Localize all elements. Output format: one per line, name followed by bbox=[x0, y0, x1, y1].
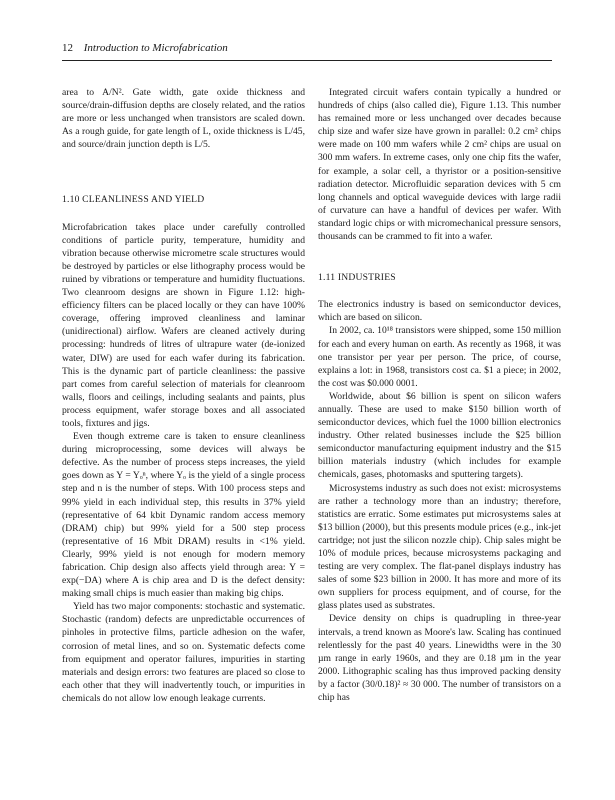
section-heading-1-10: 1.10 CLEANLINESS AND YIELD bbox=[62, 194, 205, 206]
paragraph-defects: Yield has two major components: stochastic and systematic. Stochastic (random) defects are unpredictable occurrences of pinholes in protective films, particle adhesion on the wafer, corrosion of metal lines, and so on. Systematic defects come from equipment and operator failures, impurities in starting materials and design errors: two features are placed so close to each other that they will inadvertently touch, or impurities in chemicals do not allow low enough leakage currents. bbox=[62, 601, 305, 704]
paragraph-continued: area to A/N². Gate width, gate oxide thickness and source/drain-diffusion depths are closely related, and the ratios are more or less unchanged when transistors are scaled down. As a rough guide, for gate length of L, oxide thickness is L/45, and source/drain junction depth is L/5. bbox=[62, 87, 305, 151]
paragraph-wafers-spend: Worldwide, about $6 billion is spent on silicon wafers annually. These are used to make $150 billion worth of semiconductor devices, which fuel the 1000 billion electronics industry. Other related businesses include the $25 billion semiconductor manufacturing equipment industry and the $15 billion materials industry (which includes for example chemicals, gases, photomasks and sputtering targets). bbox=[318, 390, 561, 481]
paragraph-cleanroom: Microfabrication takes place under carefully controlled conditions of particle purity, temperature, humidity and vibration because otherwise micrometre scale structures would be destroyed by particles or else lithography process would be ruined by vibrations or temperature and humidity fluctuations. Two cleanroom designs are shown in Figure 1.12: high-efficiency filters can be placed locally or they can have 100% coverage, offering improved cleanliness and laminar (unidirectional) airflow. Wafers are cleaned actively during processing: hundreds of litres of ultrapure water (de-ionized water, DIW) are used for each wafer during its fabrication. This is the dynamic part of particle cleanliness: the passive part comes from careful selection of materials for cleanroom walls, floors and ceilings, including sealants and paints, plus process equipment, wafer storage boxes and all associated tools, fixtures and jigs. bbox=[62, 221, 305, 429]
paragraph-transistors: In 2002, ca. 10¹⁸ transistors were shipped, some 150 million for each and every human on earth. As recently as 1968, it was one transistor per year per person. The price, of course, explains a lot: in 1968, transistors cost ca. $1 a piece; in 2002, the cost was $0.000 0001. bbox=[318, 325, 561, 389]
paragraph-microsystems: Microsystems industry as such does not exist: microsystems are rather a technology more than an industry; therefore, statistics are erratic. Some estimates put microsystems sales at $13 billion (2000), but this presents module prices (e.g., ink-jet cartridge; not just the silicon nozzle chip). Chip sales might be 10% of module prices, because microsystems packaging and testing are very complex. The flat-panel displays industry has sales of some $23 billion in 2000. It has more and more of its own suppliers for process equipment, and of course, for the glass plates used as substrates. bbox=[318, 482, 561, 612]
page-number: 12 bbox=[62, 42, 73, 54]
paragraph-yield: Even though extreme care is taken to ensure cleanliness during microprocessing, some devices will always be defective. As the number of process steps increases, the yield goes down as Y = Yₒⁿ, where Yₒ is the yield of a single process step and n is the number of steps. With 100 process steps and 99% yield in each individual step, this results in 37% yield (representative of 64 kbit Dynamic random access memory (DRAM) chip) but 99% yield for a 500 step process (representative of 16 Mbit DRAM) results in <1% yield. Clearly, 99% yield is not enough for modern memory fabrication. Chip design also affects yield through area: Y = exp(−DA) where A is chip area and D is the defect density: making small chips is much easier than making big chips. bbox=[62, 431, 305, 600]
right-column bbox=[318, 86, 561, 704]
paragraph-moores-law: Device density on chips is quadrupling in three-year intervals, a trend known as Moore's law. Scaling has continued relentlessly for the past 40 years. Linewidths were in the 30 µm range in early 1960s, and they are 0.18 µm in the year 2000. Lithographic scaling has thus improved packing density by a factor (30/0.18)² ≈ 30 000. The number of transistors on a chip has bbox=[318, 613, 561, 704]
running-title: Introduction to Microfabrication bbox=[83, 42, 228, 54]
section-heading-1-11: 1.11 INDUSTRIES bbox=[318, 272, 396, 284]
paragraph-chips-per-wafer: Integrated circuit wafers contain typically a hundred or hundreds of chips (also called die), Figure 1.13. This number has remained more or less unchanged over decades because chip size and wafer size have grown in parallel: 0.2 cm² chips were made on 100 mm wafers while 2 cm² chips are usual on 300 mm wafers. In extreme cases, only one chip fits the wafer, for example, a solar cell, a thyristor or a position-sensitive radiation detector. Microfluidic separation devices with 5 cm long channels and optical waveguide devices with large radii of curvature can have a handful of devices per wafer. With standard logic chips or with micromechanical pressure sensors, thousands can be crammed to fit into a wafer. bbox=[318, 87, 561, 243]
paragraph-electronics: The electronics industry is based on semiconductor devices, which are based on silicon. bbox=[318, 299, 561, 324]
left-column bbox=[62, 86, 305, 705]
running-header bbox=[62, 42, 552, 61]
